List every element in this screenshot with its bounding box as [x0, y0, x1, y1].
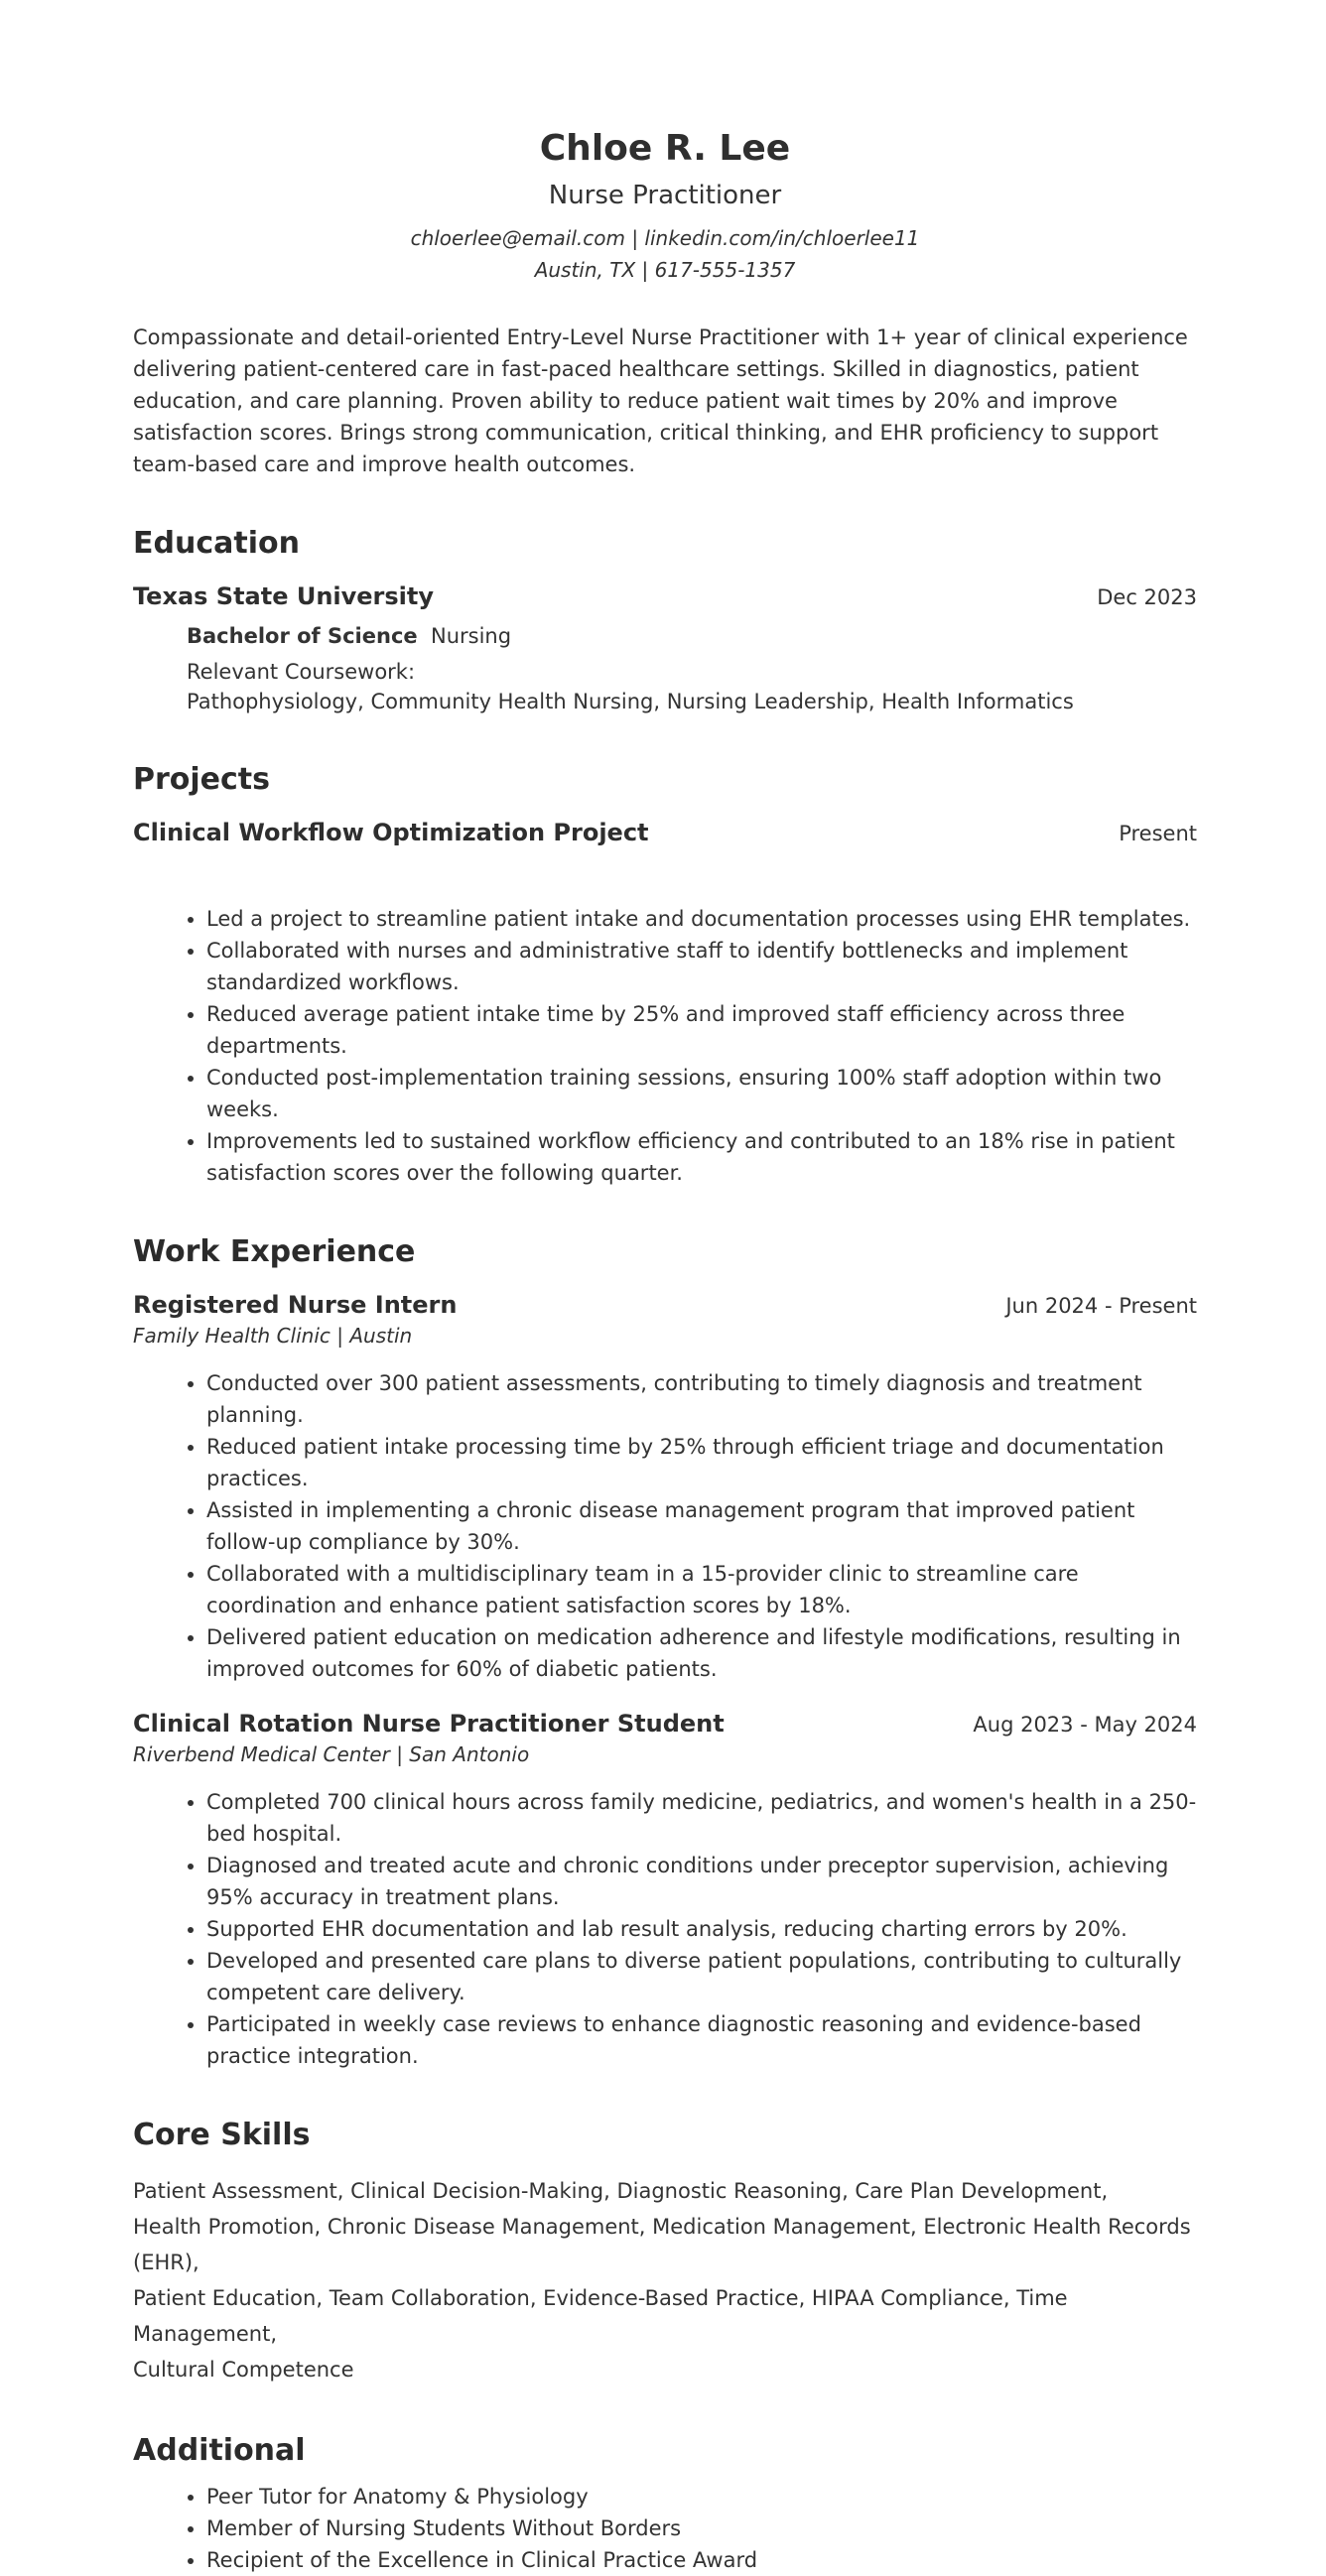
resume-header — [133, 0, 1197, 286]
list-item: • Peer Tutor for Anatomy & Physiology — [206, 2481, 1197, 2512]
list-item: • Recipient of the Excellence in Clinical Practice Award — [206, 2544, 1197, 2576]
professional-summary: Compassionate and detail-oriented Entry-Level Nurse Practitioner with 1+ year of clinical experience delivering patient-centered care in fast-paced healthcare settings. Skilled in diagnostics, patient education, and care planning. Proven ability to reduce patient wait times by 20% and improve satisfaction scores. Brings strong communication, critical thinking, and EHR proficiency to support team-based care and improve health outcomes. — [133, 325, 1188, 476]
resume-content — [133, 0, 1197, 2576]
list-item: • Assisted in implementing a chronic disease management program that improved patient follow-up compliance by 30%. — [206, 1494, 1197, 1558]
job-bullets — [133, 1367, 1197, 1685]
contact-email-linkedin: chloerlee@email.com | linkedin.com/in/chloerlee11 — [410, 226, 920, 250]
contact-location-phone: Austin, TX | 617-555-1357 — [534, 258, 796, 282]
school-name: Texas State University — [133, 582, 435, 610]
job-bullets — [133, 1786, 1197, 2072]
projects-heading: Projects — [133, 762, 271, 797]
job-title: Clinical Rotation Nurse Practitioner Student — [133, 1710, 725, 1738]
degree-name: Bachelor of Science — [187, 624, 418, 648]
project-title: Clinical Workflow Optimization Project — [133, 819, 649, 846]
list-item: • Collaborated with a multidisciplinary team in a 15-provider clinic to streamline care coordination and enhance patient satisfaction scores by 18%. — [206, 1558, 1197, 1621]
list-item: • Delivered patient education on medication adherence and lifestyle modifications, resulting in improved outcomes for 60% of diabetic patients. — [206, 1621, 1197, 1685]
project-bullets — [133, 903, 1197, 1189]
candidate-name: Chloe R. Lee — [539, 128, 791, 169]
job-entry-header — [133, 1707, 1197, 1740]
degree-line — [187, 621, 1197, 651]
project-date: Present — [1119, 822, 1197, 845]
skills-heading: Core Skills — [133, 2118, 311, 2152]
candidate-title: Nurse Practitioner — [548, 181, 782, 210]
education-heading: Education — [133, 526, 300, 561]
skills-line: Patient Assessment, Clinical Decision-Making, Diagnostic Reasoning, Care Plan Development, — [133, 2179, 1109, 2203]
list-item: • Collaborated with nurses and administrative staff to identify bottlenecks and implement standardized workflows. — [206, 935, 1197, 998]
list-item: • Participated in weekly case reviews to enhance diagnostic reasoning and evidence-based practice integration. — [206, 2008, 1197, 2072]
list-item: • Conducted over 300 patient assessments, contributing to timely diagnosis and treatment planning. — [206, 1367, 1197, 1431]
list-item: • Conducted post-implementation training sessions, ensuring 100% staff adoption within two weeks. — [206, 1062, 1197, 1125]
project-entry-header — [133, 816, 1197, 849]
job-title: Registered Nurse Intern — [133, 1291, 458, 1319]
list-item: • Reduced average patient intake time by 25% and improved staff efficiency across three departments. — [206, 998, 1197, 1062]
skills-line: Patient Education, Team Collaboration, Evidence-Based Practice, HIPAA Compliance, Time Management, — [133, 2286, 1068, 2346]
experience-heading: Work Experience — [133, 1234, 416, 1269]
job-organization: Family Health Clinic | Austin — [133, 1324, 413, 1348]
skills-list — [133, 2173, 1197, 2387]
coursework-label: Relevant Coursework: — [187, 660, 416, 684]
job-organization: Riverbend Medical Center | San Antonio — [133, 1742, 530, 1766]
education-date: Dec 2023 — [1097, 585, 1197, 609]
list-item: • Diagnosed and treated acute and chronic conditions under preceptor supervision, achieving 95% accuracy in treatment plans. — [206, 1850, 1197, 1913]
coursework-list: Pathophysiology, Community Health Nursing, Nursing Leadership, Health Informatics — [187, 690, 1074, 713]
additional-list — [133, 2481, 1197, 2576]
list-item: • Completed 700 clinical hours across family medicine, pediatrics, and women's health in a 250-bed hospital. — [206, 1786, 1197, 1850]
list-item: • Supported EHR documentation and lab result analysis, reducing charting errors by 20%. — [206, 1913, 1197, 1945]
job-entry-header — [133, 1288, 1197, 1322]
list-item: • Developed and presented care plans to diverse patient populations, contributing to culturally competent care delivery. — [206, 1945, 1197, 2008]
degree-field: Nursing — [431, 624, 512, 648]
job-date: Aug 2023 - May 2024 — [973, 1713, 1197, 1737]
list-item: • Reduced patient intake processing time by 25% through efficient triage and documentation practices. — [206, 1431, 1197, 1494]
list-item: • Member of Nursing Students Without Borders — [206, 2512, 1197, 2544]
coursework-block — [187, 657, 1197, 716]
list-item: • Improvements led to sustained workflow efficiency and contributed to an 18% rise in patient satisfaction scores over the following quarter. — [206, 1125, 1197, 1189]
education-entry-header — [133, 580, 1197, 613]
skills-line: Cultural Competence — [133, 2358, 354, 2382]
skills-line: Health Promotion, Chronic Disease Management, Medication Management, Electronic Health Records (EHR), — [133, 2215, 1191, 2274]
list-item: • Led a project to streamline patient intake and documentation processes using EHR templates. — [206, 903, 1197, 935]
additional-heading: Additional — [133, 2433, 306, 2468]
job-date: Jun 2024 - Present — [1005, 1294, 1197, 1318]
